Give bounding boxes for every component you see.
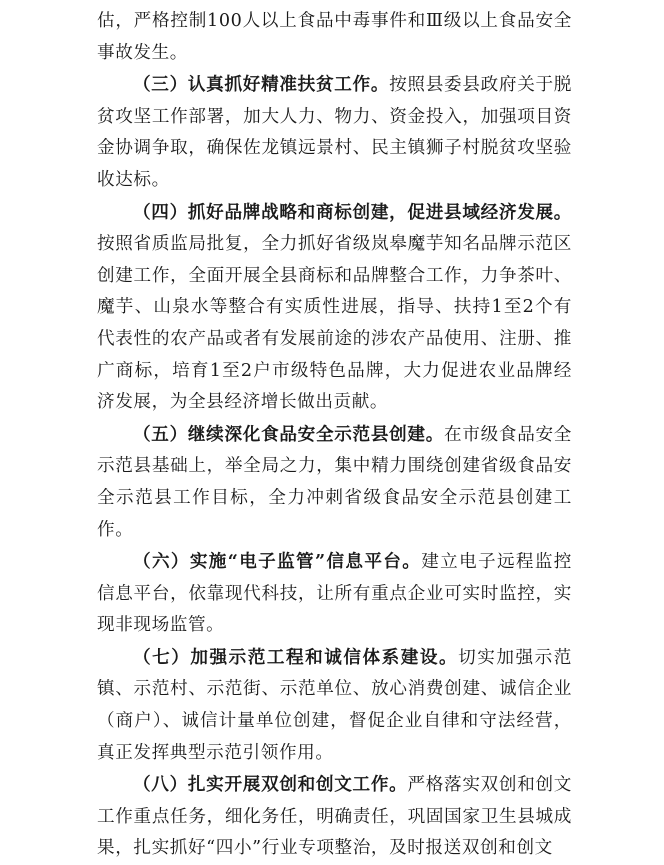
paragraph-section-4 [97,197,572,419]
section-heading: （八）扎实开展双创和创文工作。 [133,774,408,796]
paragraph-section-3 [97,69,572,196]
paragraph-section-6 [97,546,572,642]
paragraph-text: 估，严格控制100人以上食品中毒事件和Ⅲ级以上食品安全事故发生。 [97,11,572,63]
section-heading: （三）认真抓好精准扶贫工作。 [133,74,390,96]
section-heading: （五）继续深化食品安全示范县创建。 [133,423,445,445]
paragraph-text: 按照县委县政府关于脱贫攻坚工作部署，加大人力、物力、资金投入，加强项目资金协调争取，确保佐龙镇远景村、民主镇狮子村脱贫攻坚验收达标。 [97,75,572,190]
paragraph-section-5 [97,419,572,546]
section-heading: （七）加强示范工程和诚信体系建设。 [133,646,459,668]
section-heading: （四）抓好品牌战略和商标创建，促进县域经济发展。 [133,201,572,223]
paragraph-text: 在市级食品安全示范县基础上，举全局之力，集中精力围绕创建省级食品安全示范县工作目标，全力冲刺省级食品安全示范县创建工作。 [97,424,572,540]
section-heading: （六）实施“电子监管”信息平台。 [133,551,422,573]
paragraph-text: 按照省质监局批复，全力抓好省级岚皋魔芋知名品牌示范区创建工作，全面开展全县商标和品牌整合工作，力争茶叶、魔芋、山泉水等整合有实质性进展，指导、扶持1至2个有代表性的农产品或者有发展前途的涉农产品使用、注册、推广商标，培育1至2户市级特色品牌，大力促进农业品牌经济发展，为全县经济增长做出贡献。 [97,234,572,413]
paragraph-section-8 [97,769,572,865]
paragraph-section-7 [97,642,572,769]
paragraph-text: 严格落实双创和创文工作重点任务，细化务任，明确责任，巩固国家卫生县城成果，扎实抓好“四小”行业专项整治，及时报送双创和创文 [97,775,572,859]
paragraph-continuation [97,6,572,69]
paragraph-text: 切实加强示范镇、示范村、示范街、示范单位、放心消费创建、诚信企业（商户）、诚信计量单位创建，督促企业自律和守法经营，真正发挥典型示范引领作用。 [97,647,573,763]
paragraph-text: 建立电子远程监控信息平台，依靠现代科技，让所有重点企业可实时监控，实现非现场监管。 [97,552,572,636]
